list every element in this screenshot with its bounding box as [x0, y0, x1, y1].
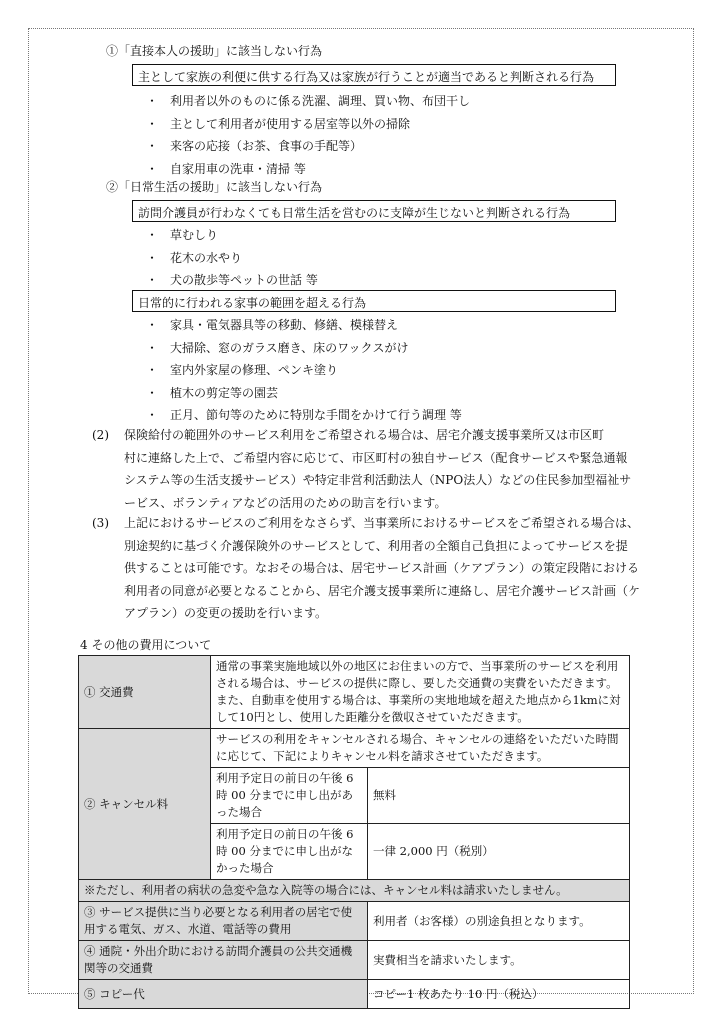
item2-bullets2: [146, 314, 462, 427]
paragraph-line: 上記におけるサービスのご利用をなさらず、当事業所におけるサービスをご希望される場合は、: [124, 516, 640, 530]
cancel-note: ※ただし、利用者の病状の急変や急な入院等の場合には、キャンセル料は請求いたしません。: [79, 880, 630, 902]
list-item: ・ 草むしり: [146, 228, 219, 242]
transport-desc: 通常の事業実施地域以外の地区にお住まいの方で、当事業所のサービスを利用される場合は、サービスの提供に際し、要した交通費の実費をいただきます。また、自動車を使用する場合は、事業所の実地地域を超えた地点から1kmに対して10円とし、使用した距離分を徴収させていただきます。: [211, 656, 630, 729]
cancel-row2-condition: 利用予定日の前日の午後 6 時 00 分までに申し出がなかった場合: [211, 824, 368, 880]
item2-bullets1: [146, 224, 318, 292]
table-row: [79, 729, 630, 768]
paragraph-line: 供することは可能です。なおその場合は、居宅サービス計画（ケアプラン）の策定段階における: [124, 561, 640, 576]
fees-table: [78, 655, 630, 1009]
utility-label: ③ サービス提供に当り必要となる利用者の居宅で使用する電気、ガス、水道、電話等の費用: [79, 902, 368, 941]
list-item: ・ 主として利用者が使用する居室等以外の掃除: [146, 116, 411, 131]
paragraph-line: アプラン）の変更の援助を行います。: [124, 606, 328, 621]
paragraph-line: ービス、ボランティアなどの活用のための助言を行います。: [124, 495, 447, 510]
paragraph-line: 保険給付の範囲外のサービス利用をご希望される場合は、居宅介護支援事業所又は市区町: [124, 428, 605, 442]
section4-title: 4 その他の費用について: [80, 638, 212, 652]
table-row: [79, 941, 630, 980]
public-transport-label: ④ 通院・外出介助における訪問介護員の公共交通機関等の交通費: [79, 941, 368, 980]
list-item: ・ 正月、節句等のために特別な手間をかけて行う調理 等: [146, 408, 462, 423]
paragraph-line: 利用者の同意が必要となることから、居宅介護支援事業所に連絡し、居宅介護サービス計画（ケ: [124, 583, 641, 598]
list-item: ・ 来客の応接（お茶、食事の手配等）: [146, 139, 363, 154]
paragraph-2: [92, 424, 652, 514]
utility-fee: 利用者（お客様）の別途負担となります。: [368, 902, 630, 941]
list-item: ・ 植木の剪定等の園芸: [146, 385, 279, 400]
copy-label: ⑤ コピー代: [79, 980, 368, 1009]
list-item: ・ 自家用車の洗車・清掃 等: [146, 161, 306, 176]
transport-label: ① 交通費: [79, 656, 211, 729]
item1-bullets: [146, 90, 470, 180]
list-item: ・ 室内外家屋の修理、ペンキ塗り: [146, 363, 339, 378]
item1-label: ①「直接本人の援助」に該当しない行為: [106, 44, 323, 58]
paragraph-number: (2): [92, 428, 109, 442]
cancel-row1-fee: 無料: [368, 768, 630, 824]
table-row: [79, 656, 630, 729]
list-item: ・ 大掃除、窓のガラス磨き、床のワックスがけ: [146, 340, 409, 355]
cancel-row1-condition: 利用予定日の前日の午後 6 時 00 分までに申し出があった場合: [211, 768, 368, 824]
item2-label: ②「日常生活の援助」に該当しない行為: [106, 180, 323, 194]
copy-fee: コピー1 枚あたり 10 円（税込）: [368, 980, 630, 1009]
list-item: ・ 花木の水やり: [146, 250, 243, 265]
cancel-desc: サービスの利用をキャンセルされる場合、キャンセルの連絡をいただいた時間に応じて、下記によりキャンセル料を請求させていただきます。: [211, 729, 630, 768]
table-row: [79, 980, 630, 1009]
cancel-row2-fee: 一律 2,000 円（税別）: [368, 824, 630, 880]
paragraph-line: 村に連絡した上で、ご希望内容に応じて、市区町村の独自サービス（配食サービスや緊急通報: [124, 450, 628, 465]
table-row: [79, 902, 630, 941]
cancel-label: ② キャンセル料: [79, 729, 211, 880]
paragraph-3: [92, 512, 652, 625]
list-item: ・ 犬の散歩等ペットの世話 等: [146, 273, 318, 288]
paragraph-number: (3): [92, 516, 109, 530]
list-item: ・ 利用者以外のものに係る洗濯、調理、買い物、布団干し: [146, 94, 471, 108]
item2-box2: 日常的に行われる家事の範囲を超える行為: [132, 290, 616, 312]
public-transport-fee: 実費相当を請求いたします。: [368, 941, 630, 980]
item1-box: 主として家族の利便に供する行為又は家族が行うことが適当であると判断される行為: [132, 64, 616, 86]
list-item: ・ 家具・電気器具等の移動、修繕、模様替え: [146, 318, 399, 332]
item2-box1: 訪問介護員が行わなくても日常生活を営むのに支障が生じないと判断される行為: [132, 200, 616, 222]
paragraph-line: 別途契約に基づく介護保険外のサービスとして、利用者の全額自己負担によってサービスを提: [124, 538, 628, 553]
table-row: [79, 880, 630, 902]
paragraph-line: システム等の生活支援サービス）や特定非営利活動法人（NPO法人）などの住民参加型福祉サ: [124, 473, 632, 488]
